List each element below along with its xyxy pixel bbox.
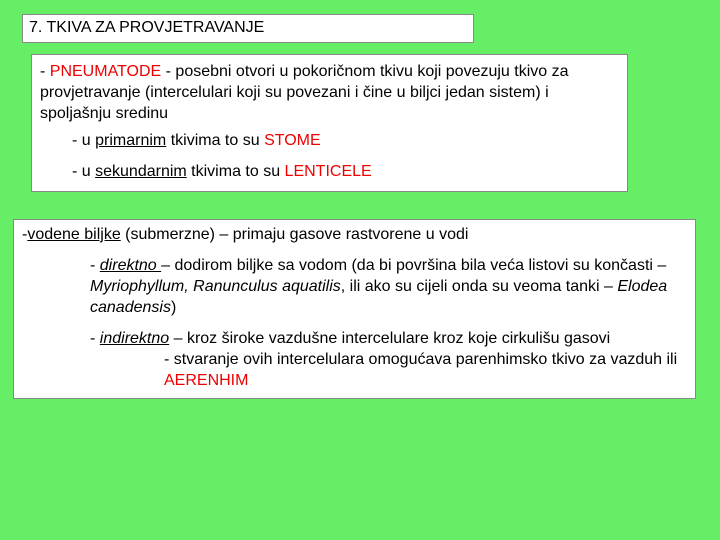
species-name-2: Elodea canadensis [90, 278, 668, 316]
species-names-1: Myriophyllum, Ranunculus aquatilis [90, 278, 341, 295]
aerenhim-term: AERENHIM [164, 372, 249, 389]
primary-underlined: primarnim [95, 132, 167, 149]
water-intro [22, 224, 687, 245]
aerenhim-paragraph [22, 349, 687, 391]
direct-text-a: – dodirom biljke sa vodom (da bi površina bila veća listovi su končasti – [161, 257, 667, 274]
indirect-paragraph [22, 328, 687, 349]
stome-term: STOME [264, 132, 321, 149]
intro-rest: (submerzne) – primaju gasove rastvorene u vodi [120, 226, 469, 243]
direct-text-b: , ili ako su cijeli onda su veoma tanki – [340, 278, 618, 295]
indirect-text-a: – kroz široke vazdušne intercelulare kroz koje cirkulišu gasovi [169, 330, 611, 347]
pneumatode-desc: - posebni otvori u pokoričnom tkivu koji povezuju tkivo za provjetravanje (intercelulari koji su povezani i čine u biljci jedan sistem) i spoljašnju sredinu [40, 63, 569, 122]
lenticele-term: LENTICELE [284, 163, 372, 180]
pneumatode-box [31, 54, 628, 192]
dash: - [40, 63, 50, 80]
primary-mid: tkivima to su [166, 132, 265, 149]
secondary-line [40, 161, 619, 182]
secondary-underlined: sekundarnim [95, 163, 187, 180]
direct-text-c: ) [170, 299, 177, 316]
pneumatode-term: PNEUMATODE [49, 63, 162, 80]
direct-paragraph [22, 255, 687, 318]
direct-dash: - [90, 257, 100, 274]
slide-title: 7. TKIVA ZA PROVJETRAVANJE [29, 19, 265, 36]
indirect-text-b: - stvaranje ovih intercelulara omogućava parenhimsko tkivo za vazduh ili [164, 351, 678, 368]
pneumatode-paragraph [40, 61, 619, 124]
water-plants-box [13, 219, 696, 399]
intro-underlined: vodene biljke [27, 226, 121, 243]
secondary-pre: - u [72, 163, 96, 180]
direct-underlined: direktno [99, 257, 162, 274]
indirect-dash: - [90, 330, 100, 347]
primary-pre: - u [72, 132, 96, 149]
title-box [22, 14, 474, 43]
indirect-underlined: indirektno [99, 330, 170, 347]
primary-line [40, 130, 619, 151]
secondary-mid: tkivima to su [186, 163, 285, 180]
intro-dash: - [22, 226, 28, 243]
